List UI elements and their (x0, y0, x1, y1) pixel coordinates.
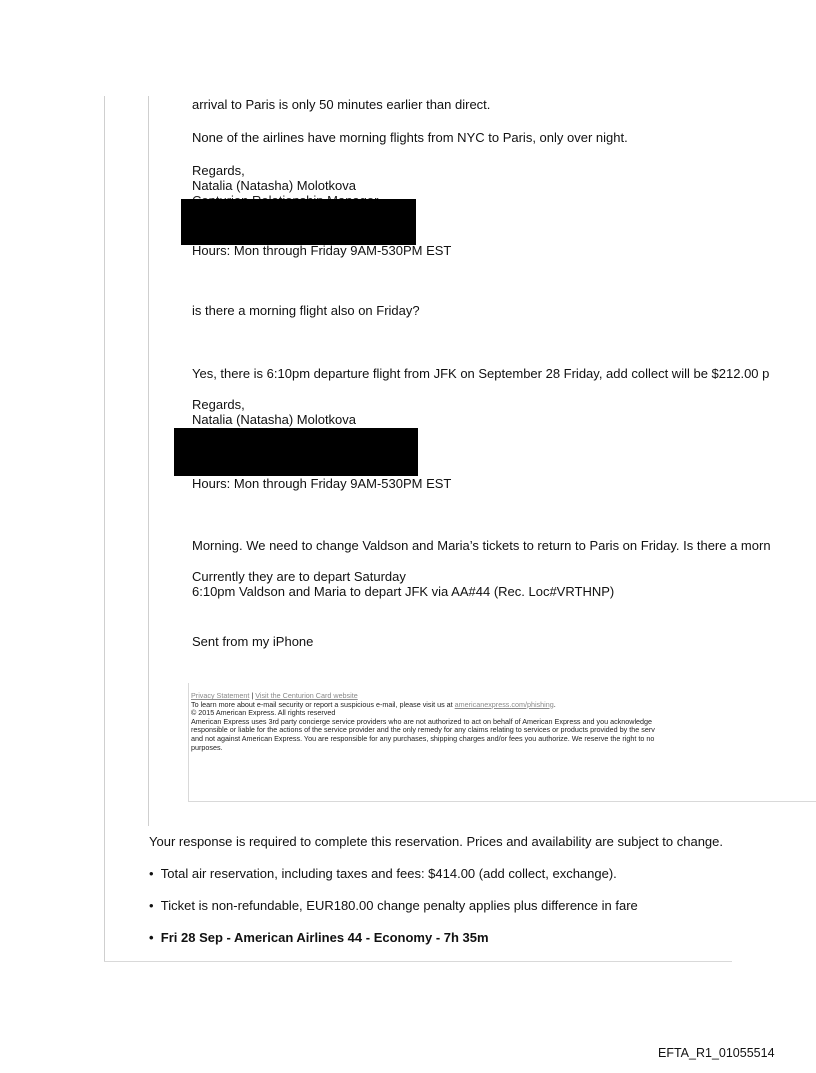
phishing-link[interactable]: americanexpress.com/phishing (454, 699, 554, 709)
footer-disclaimer-1: American Express uses 3rd party concierge service providers who are not authorized to act on behalf of American Express and you acknowledge (191, 716, 653, 726)
centurion-website-link[interactable]: Visit the Centurion Card website (255, 691, 358, 700)
reservation-notice: Your response is required to complete this reservation. Prices and availability are subject to change. (149, 834, 723, 849)
thread-answer: Yes, there is 6:10pm departure flight from JFK on September 28 Friday, add collect will be $212.00 p (192, 366, 770, 381)
reservation-total: Total air reservation, including taxes and fees: $414.00 (add collect, exchange). (160, 866, 617, 881)
thread-current-booking: Currently they are to depart Saturday (192, 569, 406, 584)
signature-hours: Hours: Mon through Friday 9AM-530PM EST (192, 243, 452, 258)
security-text: To learn more about e-mail security or report a suspicious e-mail, please visit us at (191, 699, 455, 709)
reservation-total-item (149, 866, 617, 881)
thread-question: is there a morning flight also on Friday? (192, 303, 420, 318)
bullet-glyph: • (149, 866, 154, 881)
signature-regards: Regards, (192, 397, 245, 412)
thread-current-flight: 6:10pm Valdson and Maria to depart JFK via AA#44 (Rec. Loc#VRTHNP) (192, 584, 615, 599)
footer-disclaimer-2: responsible or liable for the actions of the service provider and the only remedy for any claims relating to services or products provided by the serv (191, 725, 655, 735)
sent-from-iphone: Sent from my iPhone (192, 634, 314, 649)
thread-request: Morning. We need to change Valdson and Maria’s tickets to return to Paris on Friday. Is there a morn (192, 538, 771, 553)
security-end: . (553, 699, 556, 709)
reservation-ticket-item (149, 898, 638, 913)
signature-name: Natalia (Natasha) Molotkova (192, 412, 357, 427)
footer-copyright: © 2015 American Express. All rights reserved (191, 708, 336, 718)
reservation-flight: Fri 28 Sep - American Airlines 44 - Economy - 7h 35m (160, 930, 489, 945)
thread-line-arrival: arrival to Paris is only 50 minutes earlier than direct. (192, 97, 491, 112)
bullet-glyph: • (149, 898, 154, 913)
signature-name: Natalia (Natasha) Molotkova (192, 178, 357, 193)
reservation-ticket-terms: Ticket is non-refundable, EUR180.00 change penalty applies plus difference in fare (160, 898, 638, 913)
footer-disclaimer-3: and not against American Express. You are responsible for any purchases, shipping charges and/or fees you authorize. We reserve the right to no (191, 734, 655, 743)
outer-quote-border (104, 96, 105, 962)
signature-regards: Regards, (192, 163, 245, 178)
inner-quote-border (148, 96, 149, 826)
link-separator: | (249, 691, 256, 700)
redaction-block (174, 428, 418, 476)
thread-line-no-morning: None of the airlines have morning flights from NYC to Paris, only over night. (192, 130, 628, 145)
signature-hours: Hours: Mon through Friday 9AM-530PM EST (192, 476, 452, 491)
outer-quote-bottom-border (104, 961, 732, 962)
reservation-flight-item (149, 930, 489, 945)
document-id: EFTA_R1_01055514 (658, 1046, 775, 1060)
redaction-block (181, 199, 416, 245)
privacy-statement-link[interactable]: Privacy Statement (191, 691, 250, 700)
footer-disclaimer-4: purposes. (191, 742, 223, 752)
bullet-glyph: • (149, 930, 154, 945)
